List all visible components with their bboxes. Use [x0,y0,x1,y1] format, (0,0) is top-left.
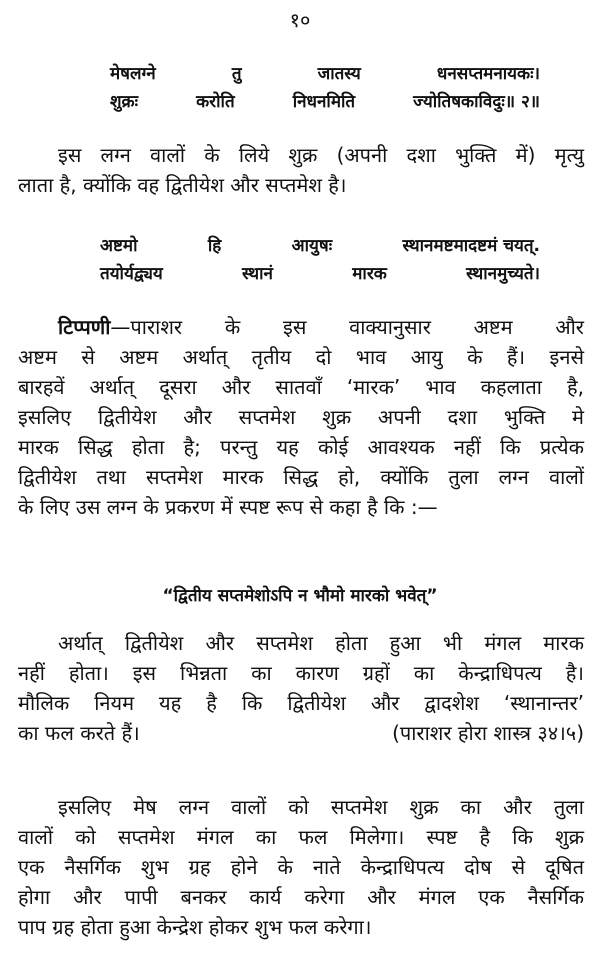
verse-word: निधनमिति [292,92,356,112]
verse-word: आयुषः [291,236,333,256]
text-line: इसलिए मेष लग्न वालों को सप्तमेश शुक्र का और तुला [58,795,584,819]
text-line: एक नैसर्गिक शुभ ग्रह होने के नाते केन्द्राधिपत्य दोष से दूषित [18,855,584,879]
verse-word: स्थानं [242,264,273,284]
verse-word: जातस्य [317,64,361,84]
text-fragment: का फल करते हैं। [18,721,140,745]
commentary-paragraph [18,312,584,522]
text-line: के लिए उस लग्न के प्रकरण में स्पष्ट रूप से कहा है कि :— [18,495,438,519]
verse-line [100,260,540,288]
sanskrit-verse-2 [100,232,540,288]
text-line: द्वितीयेश तथा सप्तमेश मारक सिद्ध हो, क्योंकि तुला लग्न वालों [18,465,584,489]
quoted-verse: “द्वितीय सप्तमेशोऽपि न भौमो मारको भवेत्” [162,586,438,606]
verse-line [110,88,540,116]
text-line: इस लग्न वालों के लिये शुक्र (अपनी दशा भुक्ति में) मृत्यु [58,143,584,167]
paragraph-4 [18,792,584,942]
paragraph-1 [18,140,584,200]
verse-line [110,60,540,88]
text-line: लाता है, क्योंकि वह द्वितीयेश और सप्तमेश है। [18,173,347,197]
sanskrit-verse-1 [110,60,540,116]
verse-word: स्थानमष्टमादष्टमं चयत्. [402,236,540,256]
verse-word: तयोर्यद्व्यय [100,264,163,284]
verse-line [100,232,540,260]
text-line: इसलिए द्वितीयेश और सप्तमेश शुक्र अपनी दशा भुक्ति मे [18,405,584,429]
verse-word: करोति [196,92,235,112]
text-line: अष्टम से अष्टम अर्थात् तृतीय दो भाव आयु के हैं। इनसे [18,345,584,369]
text-line [18,718,584,748]
commentary-label: टिप्पणी [58,315,111,339]
scripture-reference: (पाराशर होरा शास्त्र ३४।५) [392,721,584,745]
verse-word: शुक्रः [110,92,139,112]
text-fragment: —पाराशर के इस वाक्यानुसार अष्टम और [110,315,584,339]
text-line: बारहवें अर्थात् दूसरा और सातवाँ ‘मारक’ भाव कहलाता है, [18,375,584,399]
verse-word: तु [231,64,242,84]
text-line: अर्थात् द्वितीयेश और सप्तमेश होता हुआ भी मंगल मारक [58,631,584,655]
verse-word: स्थानमुच्यते। [466,264,540,284]
text-line: मौलिक नियम यह है कि द्वितीयेश और द्वादशेश ‘स्थानान्तर’ [18,691,584,715]
text-line: वालों को सप्तमेश मंगल का फल मिलेगा। स्पष्ट है कि शुक्र [18,825,584,849]
text-line [18,312,584,342]
verse-word: हि [207,236,222,256]
verse-word: ज्योतिषकाविदुः॥ २॥ [413,92,540,112]
verse-word: मारक [352,264,387,284]
page-number: १० [289,8,311,32]
verse-word: मेषलग्ने [110,64,156,84]
verse-word: धनसप्तमनायकः। [436,64,540,84]
text-line: मारक सिद्ध होता है; परन्तु यह कोई आवश्यक नहीं कि प्रत्येक [18,435,584,459]
verse-word: अष्टमो [100,236,138,256]
paragraph-3 [18,628,584,748]
text-line: नहीं होता। इस भिन्नता का कारण ग्रहों का केन्द्राधिपत्य है। [18,661,584,685]
text-line: पाप ग्रह होता हुआ केन्द्रेश होकर शुभ फल करेगा। [18,915,372,939]
text-line: होगा और पापी बनकर कार्य करेगा और मंगल एक नैसर्गिक [18,885,584,909]
